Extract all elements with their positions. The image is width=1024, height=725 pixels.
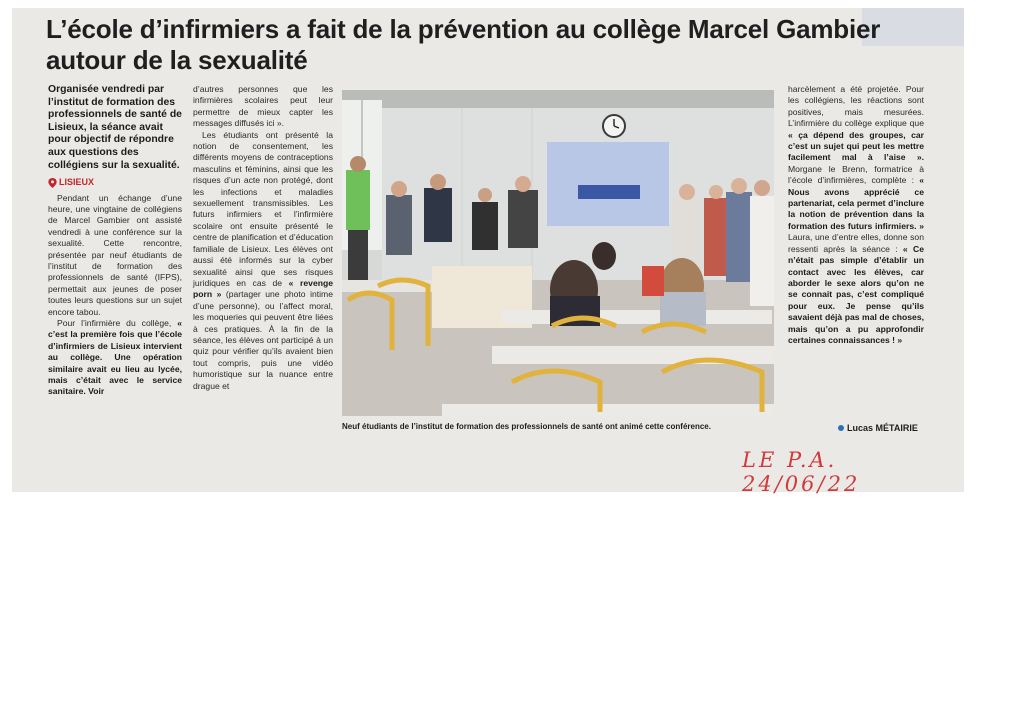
classroom-photo	[342, 90, 774, 416]
paragraph: Pendant un échange d’une heure, une vingtaine de collégiens de Marcel Gambier ont assisté vendredi à une conférence sur la sexualité. Cette rencontre, présentée par neuf étudiants de l’institut de formation des professionnels de santé (IFPS), permettait aux jeunes de poser toutes leurs questions sur un sujet encore tabou.	[48, 192, 182, 317]
location-label: LISIEUX	[59, 177, 95, 188]
article-lead: Organisée vendredi par l’institut de formation des professionnels de santé de Lisieux, la séance avait pour objectif de répondre aux questions des collégiens sur la sexualité.	[48, 84, 182, 171]
article-column-3	[788, 84, 924, 346]
byline	[838, 423, 918, 433]
location-tag	[48, 177, 182, 188]
handwritten-source-note: LE P.A. 24/06/22	[742, 448, 861, 496]
photo-caption: Neuf étudiants de l’institut de formation des professionnels de santé ont animé cette conférence.	[342, 422, 711, 431]
paragraph: Pour l’infirmière du collège, « c’est la première fois que l’école d’infirmiers de Lisieux intervient au collège. Une opération similaire avait eu lieu au lycée, mais c’était avec le service sanitaire. Voir	[48, 318, 182, 397]
article-title: L’école d’infirmiers a fait de la prévention au collège Marcel Gambier autour de la sexualité	[46, 14, 881, 75]
paragraph: d’autres personnes que les infirmières scolaires peut leur permettre de mieux capter les messages diffusés ici ».	[193, 84, 333, 129]
author-name: Lucas MÉTAIRIE	[847, 423, 918, 433]
newspaper-clipping	[12, 8, 964, 496]
paragraph: Les étudiants ont présenté la notion de consentement, les différents moyens de contraceptions masculins et féminins, ainsi que les risques d’un acte non protégé, dont les infections et maladies sexuellement transmissibles. Les futurs infirmiers et l’infirmière scolaire ont ensuite présenté le centre de planification et d’éducation familiale de Lisieux. Les élèves ont aussi été informés sur la cyber sexualité ainsi que ses risques juridiques en cas de « revenge porn » (partager une photo intime d’une personne), ou l’affect moral, les moqueries qui peuvent être liées à ces pratiques. À la fin de la séance, les élèves ont participé à un quiz pour vérifier qu’ils avaient bien tout compris, puis une vidéo humoristique sur la nuance entre drague et	[193, 129, 334, 391]
location-pin-icon	[48, 178, 57, 188]
article-photo	[342, 90, 774, 416]
article-column-1	[48, 84, 182, 398]
article-column-2	[193, 84, 333, 392]
byline-dot-icon	[838, 425, 844, 431]
paragraph: harcèlement a été projetée. Pour les collégiens, les réactions sont positives, mais mesurées. L’infirmière du collège explique que « ça dépend des groupes, car c’est un sujet qui peut les mettre facilement mal à l’aise ». Morgane le Brenn, formatrice à l’école d’infirmières, complète : « Nous avons apprécié ce partenariat, cela permet d’inclure la notion de prévention dans la formation des futurs infirmiers. » Laura, une d’entre elles, donne son ressenti après la séance : « Ce n’était pas simple d’établir un contact avec les élèves, car aborder le sexe alors qu’on ne se connait pas, c’est compliqué pour eux. Je pense qu’ils savaient déjà pas mal de choses, mais qu’on a pu approfondir certaines connaissances ! »	[788, 84, 925, 345]
